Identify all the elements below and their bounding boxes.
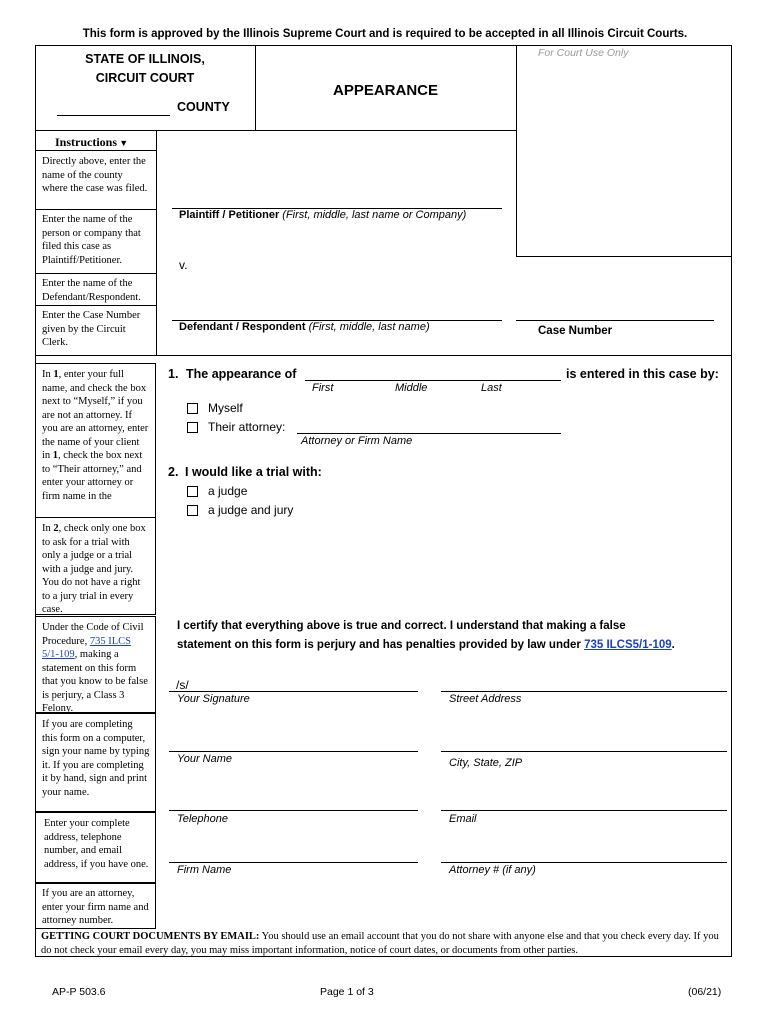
instr-item2-n1: 2 <box>53 523 59 534</box>
frame-right-lower <box>731 928 732 956</box>
city-state-zip-line[interactable] <box>441 751 727 752</box>
instr-item1 <box>42 368 150 516</box>
your-signature-label: Your Signature <box>177 693 250 705</box>
street-address-label: Street Address <box>449 693 522 705</box>
instr-box-item1 <box>35 363 156 518</box>
instr-attorney: If you are an attorney, enter your firm name and attorney number. <box>42 888 149 926</box>
instr-item1-p2: , enter your full name, and check the box next to “Myself,” if you are not an attorney. If you are an attorney, enter the name of your client in <box>42 369 149 461</box>
plaintiff-hint: (First, middle, last name or Company) <box>282 209 467 221</box>
defendant-label <box>179 321 430 333</box>
appearance-name-line[interactable] <box>305 380 561 381</box>
instr-item2 <box>42 522 150 614</box>
instr-plaintiff: Enter the name of the person or company that filed this case as Plaintiff/Petitioner. <box>42 214 141 266</box>
instr-case-number: Enter the Case Number given by the Circuit Clerk. <box>42 310 141 348</box>
instr-county: Directly above, enter the name of the county where the case was filed. <box>42 156 148 194</box>
name-last-hint: Last <box>481 382 502 394</box>
jury-label: a judge and jury <box>208 503 294 517</box>
section1-title: The appearance of <box>186 367 297 381</box>
email-label: Email <box>449 813 477 825</box>
instr-box-sign <box>35 713 156 812</box>
signature-value[interactable]: /s/ <box>176 678 189 692</box>
certify-line2-text: statement on this form is perjury and has penalties provided by law under <box>177 639 585 651</box>
versus: v. <box>179 258 188 272</box>
instructions-heading <box>55 135 128 150</box>
firm-name-line[interactable] <box>169 862 418 863</box>
instr-item2-p1: In <box>42 523 54 534</box>
telephone-line[interactable] <box>169 810 418 811</box>
case-number-line[interactable] <box>516 320 714 321</box>
frame-right <box>731 45 732 930</box>
instr-perjury <box>42 621 150 712</box>
signature-line[interactable] <box>169 691 418 692</box>
instructions-heading-text: Instructions <box>55 135 118 149</box>
certify-line1: I certify that everything above is true and correct. I understand that making a false <box>177 620 626 632</box>
instr-sep-2 <box>35 273 156 274</box>
instr-box-attorney <box>35 883 156 929</box>
instr-item2-p2: , check only one box to ask for a trial with only a judge or a trial with a judge and jury. You do not have a right to a jury trial in every case. <box>42 523 146 614</box>
section1-suffix: is entered in this case by: <box>566 367 719 381</box>
perjury-statute-link[interactable]: 735 ILCS 5/1-109 <box>42 635 131 660</box>
instr-sep-3 <box>35 305 156 306</box>
myself-checkbox[interactable] <box>187 403 198 414</box>
attorney-label: Their attorney: <box>208 420 286 434</box>
email-notice-text: You should use an email account that you do not share with anyone else and that you check every day. If you do not check your email every day, you may miss important information, notice of court dates, or documents from other parties. <box>41 931 719 956</box>
instr-box-perjury <box>35 616 156 713</box>
firm-name-label: Firm Name <box>177 864 232 876</box>
court-state: STATE OF ILLINOIS, <box>85 52 205 66</box>
telephone-label: Telephone <box>177 813 228 825</box>
your-name-label: Your Name <box>177 753 233 765</box>
instr-perjury-p2: , making a statement on this form that you know to be false is perjury, a Class 3 Felony. <box>42 649 148 712</box>
court-use-label: For Court Use Only <box>538 47 629 59</box>
attorney-name-line[interactable] <box>297 433 561 434</box>
instr-defendant: Enter the name of the Defendant/Respondent. <box>42 278 141 303</box>
city-state-zip-label: City, State, ZIP <box>449 757 523 769</box>
email-notice <box>41 930 727 958</box>
instr-item1-n2: 1 <box>52 450 59 461</box>
court-use-divider <box>516 45 517 256</box>
instr-sep-1 <box>35 209 156 210</box>
section2-title: I would like a trial with: <box>185 465 322 479</box>
instructions-divider <box>156 130 157 355</box>
attorney-hint: Attorney or Firm Name <box>301 435 413 447</box>
attorney-checkbox[interactable] <box>187 422 198 433</box>
certify-statute-link[interactable]: 735 ILCS5/1-109 <box>584 639 672 651</box>
street-address-line[interactable] <box>441 691 727 692</box>
instr-item1-p3: , check the box next to “Their attorney,” and enter your attorney or firm name in the <box>42 450 143 502</box>
plaintiff-label <box>179 209 466 221</box>
footer-date: (06/21) <box>688 986 722 998</box>
county-name-line[interactable] <box>57 115 170 116</box>
email-notice-heading: GETTING COURT DOCUMENTS BY EMAIL: <box>41 931 260 942</box>
name-first-hint: First <box>312 382 334 394</box>
your-name-line[interactable] <box>169 751 418 752</box>
email-line[interactable] <box>441 810 727 811</box>
court-box-bottom <box>35 130 255 131</box>
instr-box-contact <box>35 812 156 883</box>
defendant-label-text: Defendant / Respondent <box>179 321 306 333</box>
defendant-hint: (First, middle, last name) <box>308 321 430 333</box>
court-name: CIRCUIT COURT <box>95 71 195 85</box>
instr-item1-p1: In <box>42 369 54 380</box>
case-number-label: Case Number <box>538 325 613 337</box>
instr-sep-4 <box>35 355 732 356</box>
jury-checkbox[interactable] <box>187 505 198 516</box>
frame-top <box>35 45 732 46</box>
judge-checkbox[interactable] <box>187 486 198 497</box>
name-middle-hint: Middle <box>395 382 428 394</box>
header-notice: This form is approved by the Illinois Supreme Court and is required to be accepted in all Illinois Circuit Courts. <box>82 28 688 40</box>
instr-contact: Enter your complete address, telephone number, and email address, if you have one. <box>44 818 149 870</box>
footer-form-id: AP-P 503.6 <box>52 986 106 998</box>
judge-label: a judge <box>208 484 248 498</box>
county-label: COUNTY <box>177 100 230 114</box>
certify-line2 <box>177 639 675 651</box>
title-box-bottom <box>255 130 516 131</box>
footer-page: Page 1 of 3 <box>320 986 374 998</box>
plaintiff-label-text: Plaintiff / Petitioner <box>179 209 280 221</box>
caret-down-icon: ▼ <box>117 138 129 148</box>
instructions-heading-line <box>35 150 156 151</box>
attorney-number-line[interactable] <box>441 862 727 863</box>
certify-end: . <box>671 639 675 651</box>
myself-label: Myself <box>208 401 243 415</box>
form-title: APPEARANCE <box>332 82 438 99</box>
instr-item1-n1: 1 <box>53 369 59 380</box>
instr-sign: If you are completing this form on a computer, sign your name by typing it. If you are completing it by hand, sign and print your name. <box>42 719 150 798</box>
section2-number: 2. <box>168 465 179 479</box>
instr-perjury-p1: Under the Code of Civil Procedure, <box>42 622 144 647</box>
section1-number: 1. <box>168 367 179 381</box>
frame-left-lower <box>35 928 36 956</box>
attorney-number-label: Attorney # (if any) <box>449 864 536 876</box>
court-use-bottom <box>516 256 731 257</box>
instr-box-item2 <box>35 517 156 615</box>
